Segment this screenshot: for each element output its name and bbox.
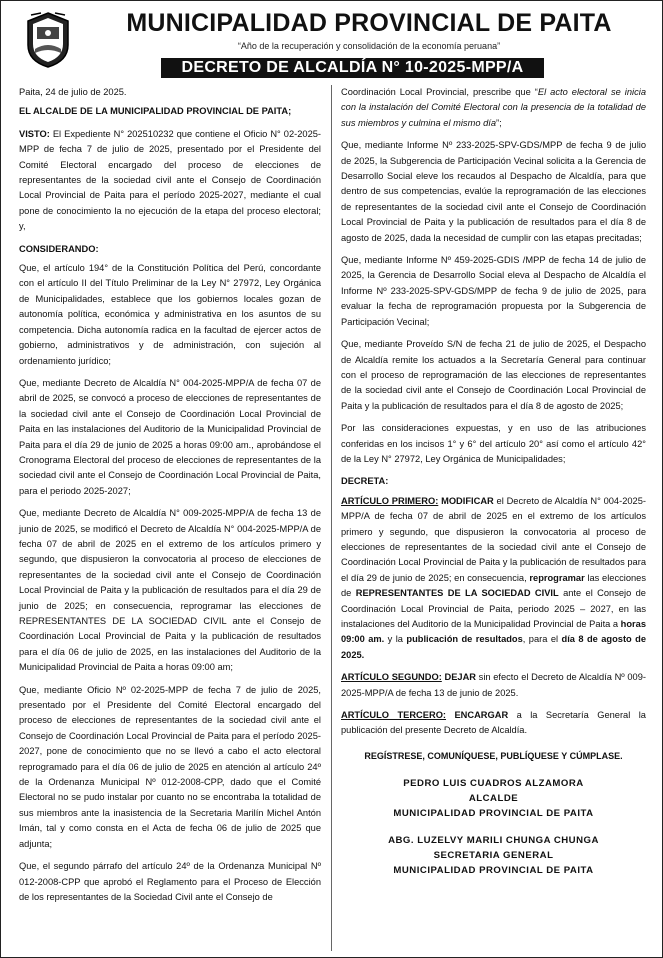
mayor-heading: EL ALCALDE DE LA MUNICIPALIDAD PROVINCIAL DE PAITA;: [19, 106, 292, 117]
visto-label: VISTO:: [19, 128, 50, 139]
considerando-paragraph: Que, mediante Informe Nº 459-2025-GDIS /MPP de fecha 14 de julio de 2025, la Gerencia de Desarrollo Social eleva al Despacho de Alcaldía el Informe Nº 233-2025-SPV-GDS/MPP de fecha 9 de julio de 2025, para evaluar la fecha de reprogramación propuesta por la Subgerencia de Participación Vecinal;: [341, 255, 646, 327]
signature-block-mayor: [341, 776, 646, 821]
article-verb: ENCARGAR: [446, 710, 509, 721]
signatory-role: SECRETARIA GENERAL: [433, 850, 554, 862]
text-span: el Decreto de Alcaldía N° 004-2025-MPP/A de fecha 07 de abril de 2025 en el extremo de los artículos primero y segundo, que dispusieron la convocatoria al proceso de elecciones de representantes de la sociedad civil ante el Consejo de Coordinación Local Provincial de Paita y la publicación de resultados para el día 29 de junio de 2025; en consecuencia,: [341, 495, 646, 583]
article-label: ARTÍCULO TERCERO:: [341, 710, 447, 721]
considerando-paragraph: Que, mediante Decreto de Alcaldía N° 009-2025-MPP/A de fecha 13 de junio de 2025, se modificó el Decreto de Alcaldía N° 004-2025-MPP/A de fecha 07 de abril de 2025 en el extremo de los artículos primero y segundo, que dispusieron la convocatoria al proceso de elecciones de representantes de la sociedad civil ante el Consejo de Coordinación Local Provincial de Paita y la publicación de resultados para el día 29 de junio de 2025; en consecuencia, reprogramar las elecciones de REPRESENTANTES DE LA SOCIEDAD CIVIL ante el Consejo de Coordinación Local Provincial de Paita y la publicación de resultados para el día 06 de julio de 2025, en las instalaciones del Auditorio de la Municipalidad Provincial de Paita a horas 09:00 am;: [19, 508, 321, 673]
article-label: ARTÍCULO SEGUNDO:: [341, 672, 442, 683]
right-column: [341, 85, 646, 878]
signatory-name: PEDRO LUIS CUADROS ALZAMORA: [403, 778, 584, 790]
text-span: REPRESENTANTES DE LA SOCIEDAD CIVIL: [355, 588, 559, 599]
text-span: las elecciones de: [341, 572, 646, 599]
considerando-paragraph: Que, mediante Oficio Nº 02-2025-MPP de fecha 7 de julio de 2025, presentado por el Presidente del Comité Electoral encargado del proceso de elecciones de representantes de la sociedad civil ante el Consejo de Coordinación Local Provincial de Paita para el período 2025-2027, pone de conocimiento que no se llevó a cabo el acto electoral reprogramado para el día 06 de julio de 2025 en atención al artículo 24º de la Ordenanza Municipal Nº 012-2008-CPP, dado que el Comité Electoral no se pudo instalar por cuanto no se encontraba la totalidad de sus miembros ante la inasistencia de la Secretaria Marilín Michel Antón Imán, tal y como consta en el Acta de fecha 06 de julio de 2025 que adjunta;: [19, 684, 321, 849]
text-span: día 8 de agosto de 2025.: [341, 634, 647, 660]
considerando-paragraph: Por las consideraciones expuestas, y en uso de las atribuciones conferidas en los incisos 1° y 6° del artículo 20° así como el artículo 42° de la Ley N° 27972, Ley Orgánica de Municipalidades;: [341, 423, 646, 464]
date-line: Paita, 24 de julio de 2025.: [19, 87, 127, 97]
considerando-paragraph: Que, mediante Proveído S/N de fecha 21 de julio de 2025, el Despacho de Alcaldía remite los actuados a la Secretaría General para continuar con el proceso de reprogramación de las elecciones de representantes de la sociedad civil ante el Consejo de Coordinación Local Provincial de Paita y la publicación de resultados para el día 8 de agosto de 2025;: [341, 339, 646, 411]
considerando-paragraph: Que, mediante Informe Nº 233-2025-SPV-GDS/MPP de fecha 9 de julio de 2025, la Subgerencia de Participación Vecinal solicita a la Gerencia de Desarrollo Social eleve los recaudos al Despacho de Alcaldía, para que dentro de sus competencias, evalúe la reprogramación de las elecciones de representantes de la sociedad civil ante el Consejo de Coordinación Local Provincial de Paita y la publicación de resultados para el día 8 de agosto de 2025, dada la necesidad de cumplir con las etapas precitadas;: [341, 140, 646, 243]
article-label: ARTÍCULO PRIMERO:: [341, 495, 439, 506]
text-span: horas 09:00 am.: [341, 619, 646, 645]
article-third: [341, 708, 646, 739]
visto-text: El Expediente N° 202510232 que contiene el Oficio N° 02-2025-MPP de fecha 7 de julio de 2025, presentado por el Presidente del Comité Electoral encargado del proceso de elecciones de representantes de la sociedad civil ante el Consejo de Coordinación Local Provincial de Paita para el período 2025-2027, mediante el cual pone de conocimiento la no ejecución de la etapa del proceso electoral; y,: [19, 128, 321, 232]
considerando-heading: CONSIDERANDO:: [19, 243, 99, 254]
article-verb: DEJAR: [441, 672, 476, 683]
text-span: y la: [384, 634, 407, 645]
signatory-name: ABG. LUZELVY MARILI CHUNGA CHUNGA: [388, 835, 599, 847]
visto-paragraph: [19, 127, 321, 235]
text-span: a la Secretaría General la publicación del presente Decreto de Alcaldía.: [341, 710, 646, 736]
article-first: [341, 494, 646, 663]
signatory-org: MUNICIPALIDAD PROVINCIAL DE PAITA: [393, 865, 594, 877]
text-span: , para el: [522, 634, 562, 645]
decree-number-banner: DECRETO DE ALCALDÍA N° 10-2025-MPP/A: [161, 58, 544, 78]
considerando-paragraph: Que, el artículo 194° de la Constitución Política del Perú, concordante con el artículo II del Título Preliminar de la Ley N° 27972, Ley Orgánica de Municipalidades, establece que los gobiernos locales gozan de autonomía política, económica y administrativa en los asuntos de su competencia. Dicha autonomía radica en la facultad de ejercer actos de gobierno, administrativos y de administración, con sujeción al ordenamiento jurídico;: [19, 263, 321, 366]
left-column: [19, 85, 321, 912]
signature-block-secretary: [341, 833, 646, 878]
article-second: [341, 670, 646, 701]
column-divider: [331, 85, 332, 951]
text-span: sin efecto el Decreto de Alcaldía Nº 009-2025-MPP/A de fecha 13 de junio de 2025.: [341, 672, 646, 698]
text-span: publicación de resultados: [406, 634, 523, 645]
municipal-seal-icon: [23, 11, 73, 69]
year-motto: “Año de la recuperación y consolidación de la economía peruana”: [237, 41, 501, 51]
header: [1, 7, 663, 55]
signatory-org: MUNICIPALIDAD PROVINCIAL DE PAITA: [393, 808, 594, 820]
text-span: ante el Consejo de Coordinación Local Provincial de Paita, periodo 2025 – 2027, en las instalaciones del Auditorio de la Municipalidad Provincial de Paita a: [341, 588, 646, 629]
article-verb: MODIFICAR: [438, 495, 494, 506]
considerando-paragraph: Que, mediante Decreto de Alcaldía N° 004-2025-MPP/A de fecha 07 de abril de 2025, se convocó a proceso de elecciones de representantes de la sociedad civil ante el Consejo de Coordinación Local Provincial de Paita en las instalaciones del Auditorio de la Municipalidad Provincial de Paita para el día 29 de junio de 2025 a horas 09:00 am., aprobándose el Cronograma Electoral del proceso de elecciones de representantes de la sociedad civil ante el Consejo de Coordinación Local Provincial de Paita, para el periodo 2025-2027;: [19, 377, 321, 496]
text-span: ”;: [496, 117, 502, 128]
text-span: reprogramar: [529, 572, 585, 583]
quoted-text: El acto electoral se inicia con la instalación del Comité Electoral con la presencia de la totalidad de sus miembros y culmina el mismo día: [341, 87, 646, 128]
closing-formula: REGÍSTRESE, COMUNÍQUESE, PUBLÍQUESE Y CÚMPLASE.: [364, 750, 623, 761]
decreta-heading: DECRETA:: [341, 476, 389, 487]
spacer: [341, 821, 646, 833]
text-span: Coordinación Local Provincial, prescribe que “: [341, 87, 538, 97]
considerando-paragraph: Que, el segundo párrafo del artículo 24º de la Ordenanza Municipal Nº 012-2008-CPP que aprobó el Reglamento para el Proceso de Elección de los representantes de la Sociedad Civil ante el Consejo de: [19, 861, 321, 902]
signatory-role: ALCALDE: [468, 793, 519, 805]
page-title: MUNICIPALIDAD PROVINCIAL DE PAITA: [126, 9, 612, 37]
considerando-paragraph: [341, 85, 646, 131]
